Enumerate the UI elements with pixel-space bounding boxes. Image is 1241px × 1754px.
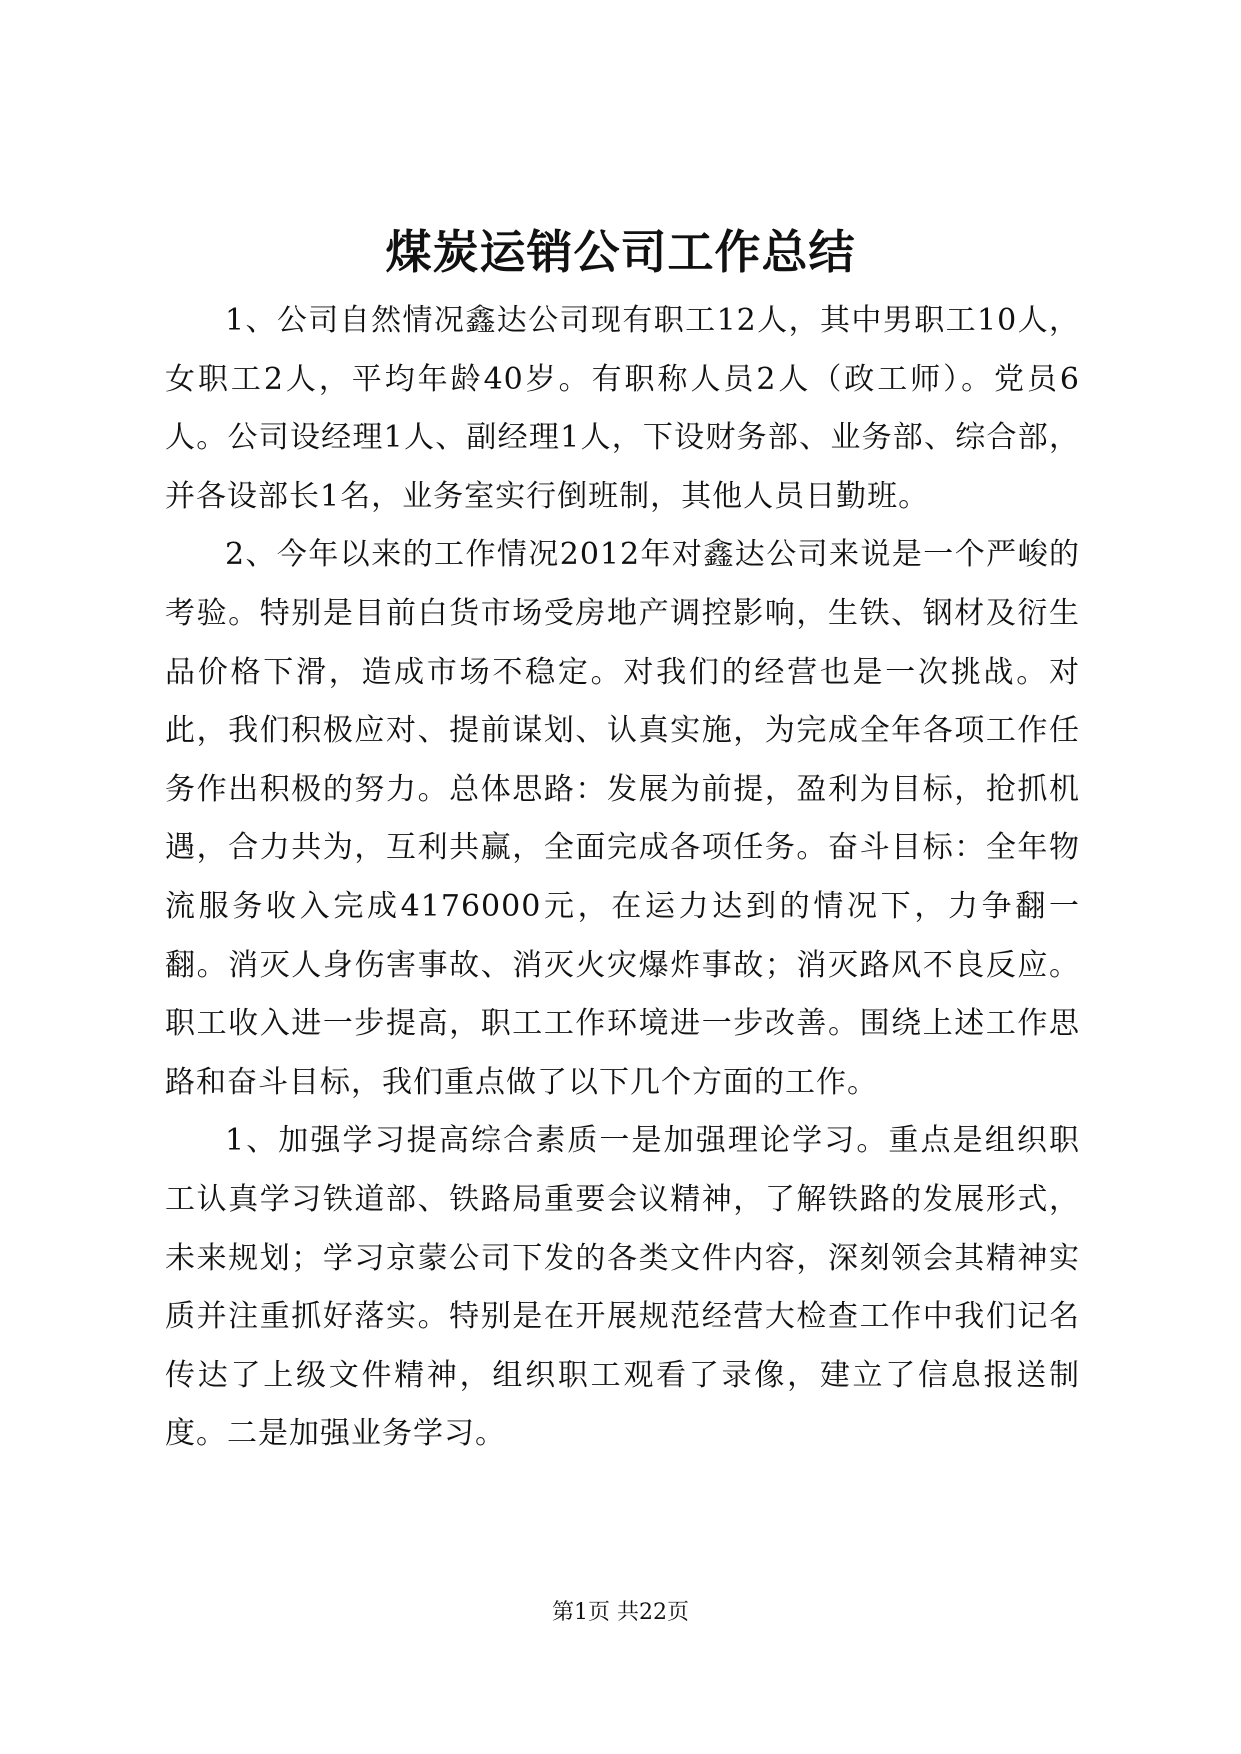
paragraph-work-situation: 2、今年以来的工作情况2012年对鑫达公司来说是一个严峻的考验。特别是目前白货市场受房地产调控影响，生铁、钢材及衍生品价格下滑，造成市场不稳定。对我们的经营也是一次挑战。对此，我们积极应对、提前谋划、认真实施，为完成全年各项工作任务作出积极的努力。总体思路：发展为前提，盈利为目标，抢抓机遇，合力共为，互利共赢，全面完成各项任务。奋斗目标：全年物流服务收入完成4176000元，在运力达到的情况下，力争翻一翻。消灭人身伤害事故、消灭火灾爆炸事故；消灭路风不良反应。职工收入进一步提高，职工工作环境进一步改善。围绕上述工作思路和奋斗目标，我们重点做了以下几个方面的工作。	[165, 537, 1080, 1100]
document-title: 煤炭运销公司工作总结	[385, 225, 856, 279]
document-body	[165, 292, 1080, 1464]
paragraph-company-overview: 1、公司自然情况鑫达公司现有职工12人，其中男职工10人，女职工2人，平均年龄40岁。有职称人员2人（政工师）。党员6人。公司设经理1人、副经理1人，下设财务部、业务部、综合部，并各设部长1名，业务室实行倒班制，其他人员日勤班。	[165, 303, 1080, 514]
paragraph-strengthen-learning: 1、加强学习提高综合素质一是加强理论学习。重点是组织职工认真学习铁道部、铁路局重要会议精神，了解铁路的发展形式，未来规划；学习京蒙公司下发的各类文件内容，深刻领会其精神实质并注重抓好落实。特别是在开展规范经营大检查工作中我们记名传达了上级文件精神，组织职工观看了录像，建立了信息报送制度。二是加强业务学习。	[165, 1123, 1080, 1452]
page-number-footer: 第1页 共22页	[552, 1600, 689, 1625]
